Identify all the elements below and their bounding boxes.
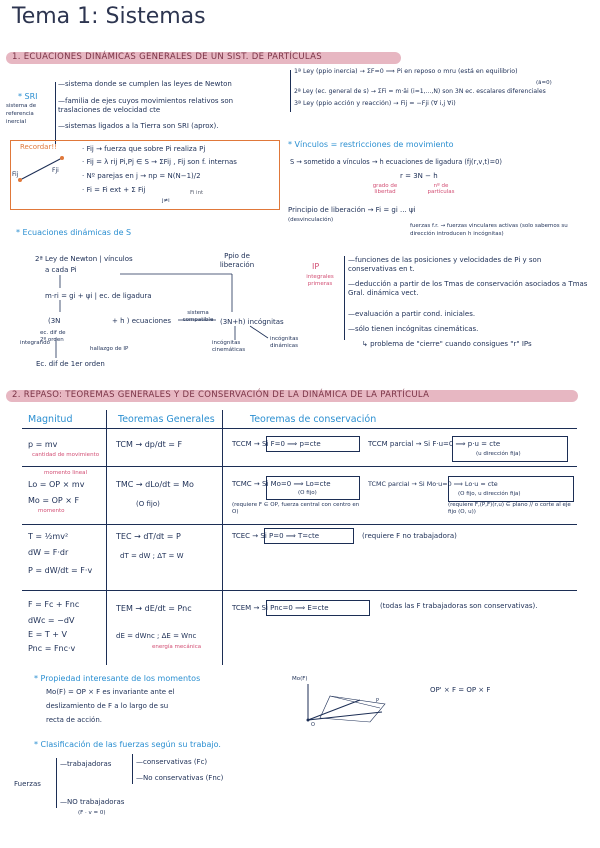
vinculos-n-label: nº de partículas — [427, 183, 455, 195]
row3-mag-2: dW = F·dr — [28, 548, 69, 557]
ip-item-4: —sólo tienen incógnitas cinemáticas. — [348, 325, 479, 333]
ecs-newton: 2ª Ley de Newton | vínculos — [35, 255, 133, 263]
sri-label: * SRI — [18, 92, 38, 101]
ecs-3nh: (3N+h) incógnitas — [220, 318, 284, 326]
row2-cons-2: (O fijo) — [298, 490, 317, 496]
section-1-header: 1. ECUACIONES DINÁMICAS GENERALES DE UN SIST. DE PARTÍCULAS — [6, 52, 401, 64]
newton-law-1-note: (ā=0) — [536, 80, 552, 86]
clasif-heading: * Clasificación de las fuerzas según su trabajo. — [34, 740, 221, 749]
prop-text-2: deslizamiento de F a lo largo de su — [46, 702, 169, 710]
forces-line-2: · Fij = λ rij Pi,Pj ∈ S → ΣFij , Fij son f. internas — [82, 158, 237, 166]
ip-item-5: ↳ problema de "cierre" cuando consigues "r" IPs — [362, 340, 532, 348]
col-header-conservacion: Teoremas de conservación — [250, 414, 377, 425]
sri-item-3: —sistemas ligados a la Tierra son SRI (aprox). — [58, 122, 219, 130]
fuerzas-note: fuerzas f.r. → fuerzas vinculares activas (solo sabemos su dirección introducen h incógnitas) — [410, 223, 568, 237]
row1-cons-1: TCCM → Si F=0 ⟹ p=cte — [232, 440, 321, 448]
ecs-h-ec: + h ) ecuaciones — [112, 317, 172, 325]
row4-mag-3: E = T + V — [28, 630, 67, 639]
force-diagram — [12, 150, 72, 190]
ecs-m-eq: m·ri = gi + ψi | ec. de ligadura — [45, 292, 152, 300]
ecs-ppio-lib: Ppio de liberación — [219, 252, 255, 269]
clasif-trab: —trabajadoras — [60, 760, 112, 768]
ip-label: IP — [312, 262, 320, 271]
newton-law-2: 2ª Ley (ec. general de s) → ΣFi = m·āi (i=1,...,N) son 3N ec. escalares diferenciales — [294, 88, 546, 95]
prop-formula: OP' × F = OP × F — [430, 686, 491, 694]
moment-diagram — [290, 678, 390, 728]
row1-mag: p = mv — [28, 440, 58, 449]
row3-gen-1: TEC → dT/dt = P — [116, 532, 181, 541]
ip-brace — [344, 256, 345, 340]
ppio-liberacion-sub: (desvinculación) — [288, 217, 334, 223]
page-title: Tema 1: Sistemas — [12, 4, 206, 29]
row2-mag-1: Lo = OP × mv — [28, 480, 85, 489]
prop-text-3: recta de acción. — [46, 716, 102, 724]
clasif-fuerzas: Fuerzas — [14, 780, 41, 788]
ip-sublabel: integrales primeras — [306, 274, 334, 287]
forces-sum-note: j≠i — [162, 198, 170, 204]
ecs-a-cada: a cada Pi — [45, 266, 77, 274]
forces-side-note: Fi int — [190, 190, 204, 196]
row2-mag-note-1: momento lineal — [44, 470, 88, 476]
row4-mag-4: Pnc = Fnc·v — [28, 644, 76, 653]
row2-cons-box — [266, 476, 360, 500]
svg-text:O: O — [311, 722, 315, 728]
row3-cons-2: (requiere F no trabajadora) — [362, 532, 457, 540]
row4-cons-2: (todas las F trabajadoras son conservativas). — [380, 602, 538, 610]
col-header-generales: Teoremas Generales — [118, 414, 215, 425]
col-header-magnitud: Magnitud — [28, 414, 73, 425]
vinculos-heading: * Vínculos = restricciones de movimiento — [288, 140, 454, 149]
vinculos-line-2: r = 3N − h — [400, 172, 438, 180]
ecs-ec-dif: ec. dif de 2º orden — [40, 330, 66, 343]
row4-cons-box — [266, 600, 370, 616]
ecs-hallazgo: hallazgo de IP — [90, 346, 129, 352]
row2-cons-1: TCMC → Si Mo=0 ⟹ Lo=cte — [232, 480, 331, 488]
row2-gen-1: TMC → dLo/dt = Mo — [116, 480, 194, 489]
row4-gen-3: energía mecánica — [152, 644, 202, 650]
row1-cons-2: TCCM parcial → Si F·u=0 ⟹ p·u = cte — [368, 440, 501, 448]
prop-heading: * Propiedad interesante de los momentos — [34, 674, 201, 683]
row3-gen-2: dT = dW ; ΔT = W — [120, 552, 184, 560]
recordar-label: Recordar!! — [20, 143, 57, 151]
sri-item-2: —familia de ejes cuyos movimientos relativos son traslaciones de velocidad cte — [58, 97, 234, 114]
table-col-line-2 — [222, 410, 223, 665]
moment-diagram-label: Mo(F) — [292, 676, 308, 682]
row4-mag-1: F = Fc + Fnc — [28, 600, 80, 609]
row4-gen-2: dE = dWnc ; ΔE = Wnc — [116, 632, 197, 640]
clasif-notrab: —NO trabajadoras — [60, 798, 125, 806]
row1-gen: TCM → dp/dt = F — [116, 440, 183, 449]
forces-line-3: · Nº parejas en j → np = N(N−1)/2 — [82, 172, 201, 180]
row2-gen-2: (O fijo) — [136, 500, 160, 508]
table-col-line-1 — [106, 410, 107, 665]
sri-item-1: —sistema donde se cumplen las leyes de Newton — [58, 80, 232, 88]
section-2-header: 2. REPASO: TEOREMAS GENERALES Y DE CONSERVACIÓN DE LA DINÁMICA DE LA PARTÍCULA — [6, 390, 578, 402]
svg-text:P: P — [376, 698, 380, 704]
row4-mag-2: dWc = −dV — [28, 616, 75, 625]
clasif-noncons: —No conservativas (Fnc) — [136, 774, 224, 782]
table-row-line-1 — [22, 466, 577, 467]
row2-cons-box-2 — [448, 476, 574, 502]
svg-text:Fij: Fij — [12, 171, 19, 178]
row3-mag-1: T = ½mv² — [28, 532, 69, 541]
ecs-integrando: integrando — [20, 340, 51, 346]
prop-text-1: Mo(F) = OP × F es invariante ante el — [46, 688, 175, 696]
svg-text:Fji: Fji — [52, 167, 59, 174]
ppio-liberacion: Principio de liberación → Fi = gi ... ψi — [288, 206, 416, 214]
row4-gen-1: TEM → dE/dt = Pnc — [116, 604, 192, 613]
clasif-cons: —conservativas (Fc) — [136, 758, 208, 766]
row4-cons-1: TCEM → Si Pnc=0 ⟹ E=cte — [232, 604, 329, 612]
row2-mag-2: Mo = OP × F — [28, 496, 80, 505]
ecs-sistema: sistema compatible — [182, 310, 214, 323]
table-row-line-2 — [22, 524, 577, 525]
row1-cons-box-2 — [452, 436, 568, 462]
ip-item-2: —deducción a partir de los Tmas de conservación asociados a Tmas Gral. dinámica vect. — [348, 280, 588, 297]
row3-cons-1: TCEC → Si P=0 ⟹ T=cte — [232, 532, 320, 540]
row3-cons-box — [264, 528, 354, 544]
sri-sublabel: sistema de referencia inercial — [6, 103, 37, 125]
row3-mag-3: P = dW/dt = F·v — [28, 566, 93, 575]
ecs-incog-din: incógnitas dinámicas — [270, 336, 299, 349]
clasif-brace-2 — [132, 754, 133, 784]
ip-item-3: —evaluación a partir cond. iniciales. — [348, 310, 476, 318]
ip-item-1: —funciones de las posiciones y velocidades de Pi y son conservativas en t. — [348, 256, 542, 273]
ecs-arrows — [0, 240, 330, 370]
row1-cons-box — [266, 436, 360, 452]
ecs-incog-cin: incógnitas cinemáticas — [212, 340, 246, 353]
row2-cons-3: TCMC parcial → Si Mo·u=0 ⟹ Lo·u = cte — [368, 480, 498, 488]
table-row-line-3 — [22, 590, 577, 591]
row1-cons-3: (u dirección fija) — [476, 451, 521, 457]
ecs-3n: (3N — [48, 317, 61, 325]
row2-cons-5: (requiere F ∈ OP, fuerza central con centro en O) — [232, 502, 360, 515]
row2-cons-6: (requiere F,(P,F)(r,u) ∈ plano // o corte al eje fijo (O, u)) — [448, 502, 571, 515]
vinculos-line-1: S → sometido a vínculos → h ecuaciones de ligadura (fj(r,v,t)=0) — [290, 158, 502, 166]
newton-law-3: 3ª Ley (ppio acción y reacción) → Fij = −Fji (∀ i,j ∀i) — [294, 100, 456, 107]
newton-law-1: 1ª Ley (ppio inercia) → ΣF=0 ⟹ Pi en reposo o mru (está en equilibrio) — [294, 68, 518, 75]
sri-brace — [55, 82, 56, 144]
ecs-heading: * Ecuaciones dinámicas de S — [16, 228, 132, 237]
clasif-brace-1 — [56, 758, 57, 808]
row1-mag-note: cantidad de movimiento — [32, 452, 100, 458]
clasif-notrab-sub: (F · v = 0) — [78, 810, 106, 816]
forces-line-4: · Fi = Fi ext + Σ Fij — [82, 186, 146, 194]
newton-brace — [290, 70, 291, 112]
ecs-ec-dif1: Ec. dif de 1er orden — [36, 360, 105, 368]
forces-line-1: · Fij → fuerza que sobre Pi realiza Pj — [82, 145, 206, 153]
row2-cons-4: (O fijo, u dirección fija) — [458, 491, 521, 497]
vinculos-r-label: grado de libertad — [372, 183, 398, 195]
row2-mag-note-2: momento — [38, 508, 65, 514]
